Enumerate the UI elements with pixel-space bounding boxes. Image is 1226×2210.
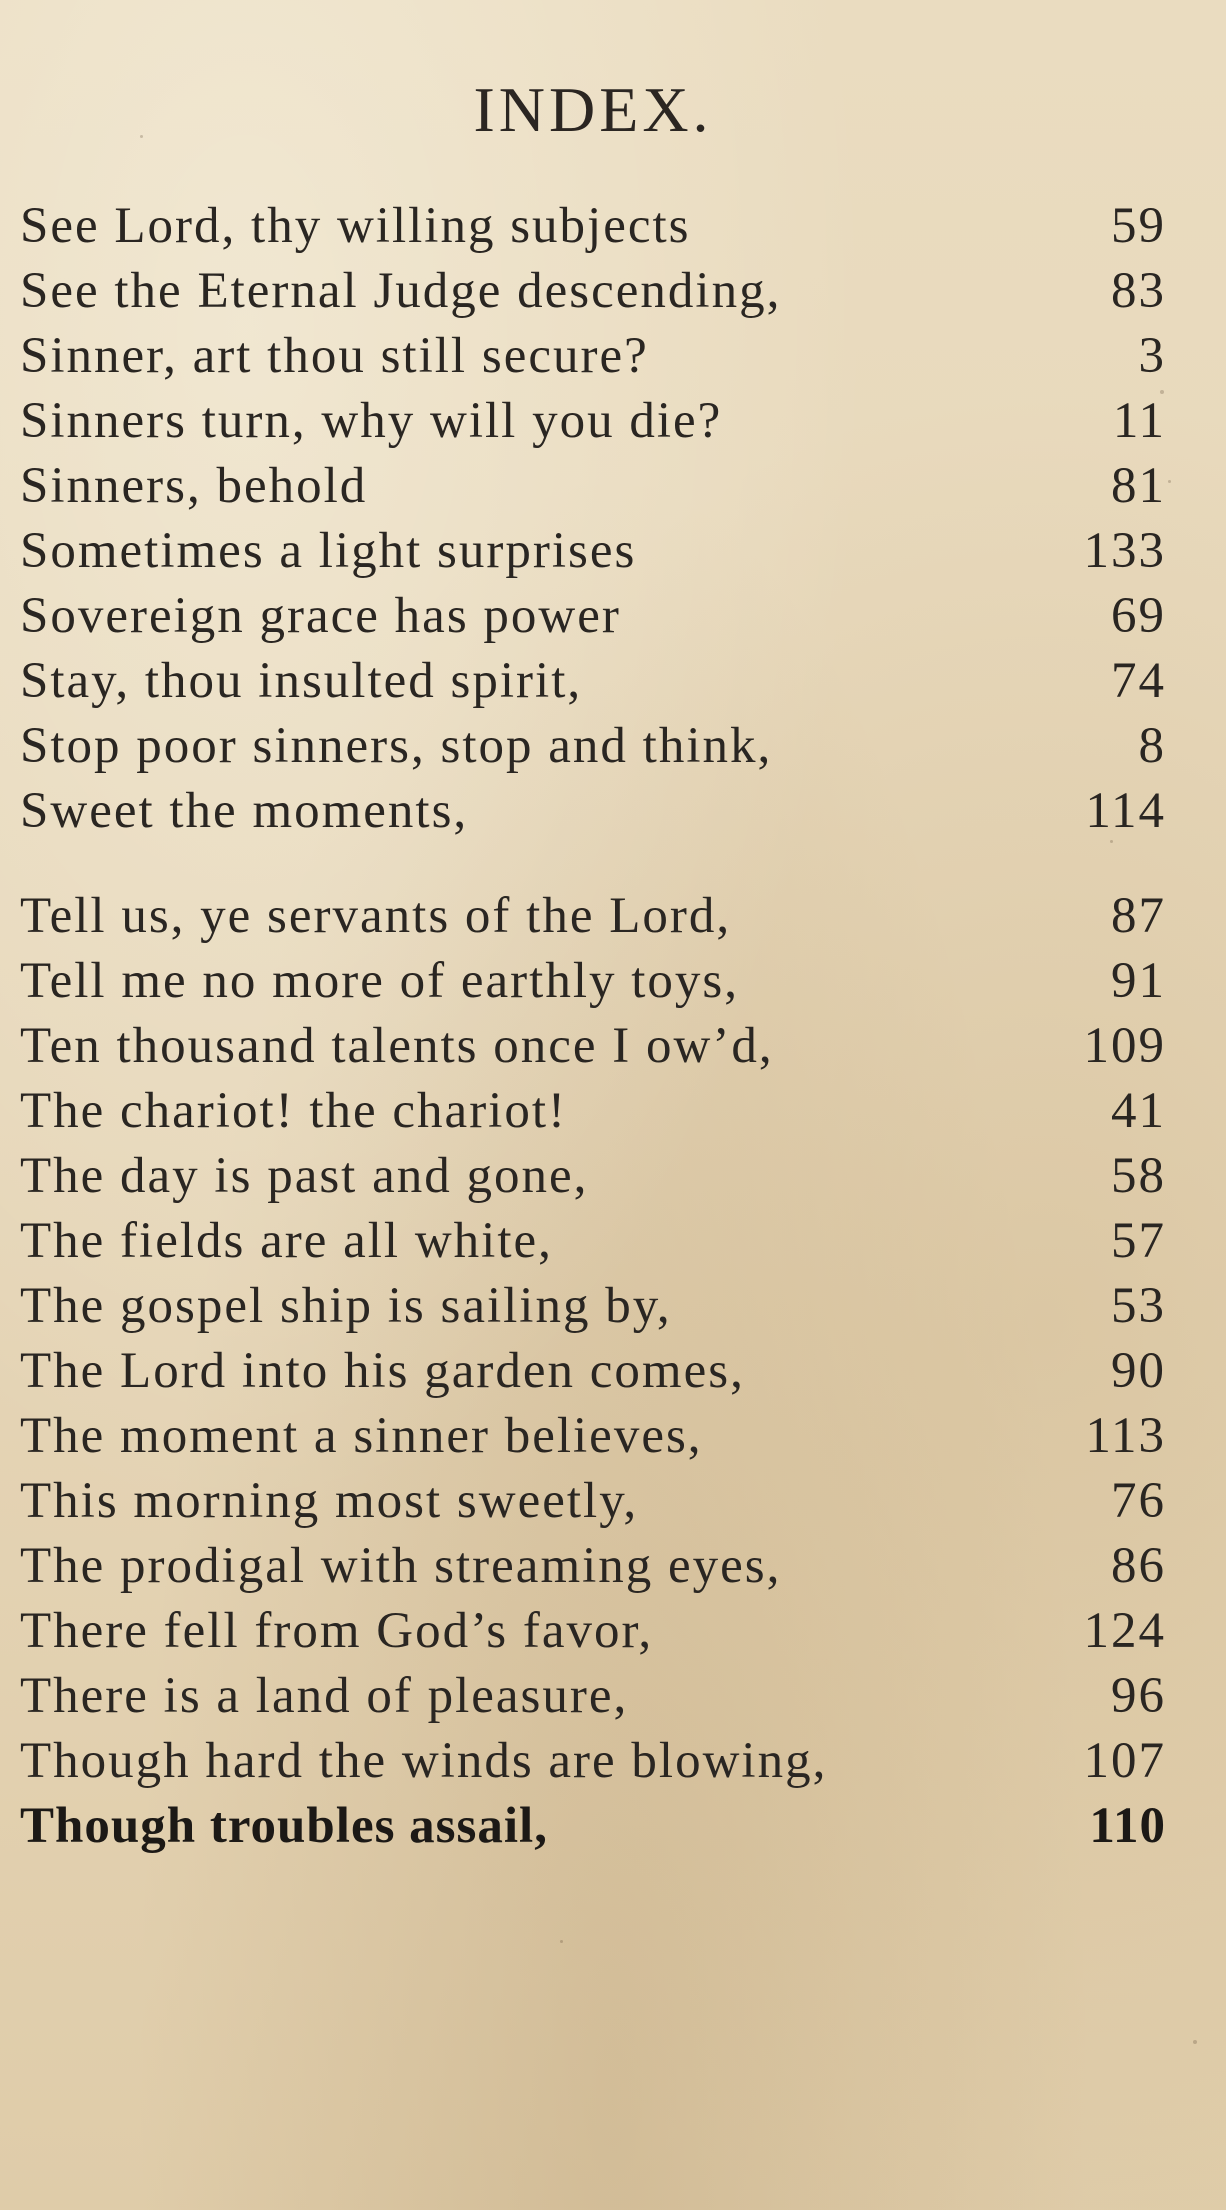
index-entry [20,454,1166,519]
entry-title: See Lord, thy willing subjects [20,198,691,254]
entry-title: The fields are all white, [20,1213,553,1269]
paper-speck [1110,840,1113,843]
index-entry [20,1209,1166,1274]
index-entry [20,519,1166,584]
index-entry [20,584,1166,649]
entry-title: Though troubles assail, [20,1798,548,1854]
entry-page: 110 [1089,1798,1166,1854]
entry-title: Sinners, behold [20,458,368,514]
entry-title: Sinner, art thou still secure? [20,328,649,384]
index-list [20,194,1166,1859]
index-entry [20,1014,1166,1079]
entry-title: Sovereign grace has power [20,588,621,644]
entry-page: 57 [1111,1213,1166,1269]
entry-page: 83 [1111,263,1166,319]
index-entry [20,389,1166,454]
entry-page: 96 [1111,1668,1166,1724]
entry-page: 53 [1111,1278,1166,1334]
index-entry [20,259,1166,324]
entry-title: The gospel ship is sailing by, [20,1278,672,1334]
index-entry [20,1534,1166,1599]
entry-title: This morning most sweetly, [20,1473,639,1529]
entry-page: 3 [1138,328,1166,384]
index-entry [20,1599,1166,1664]
entry-page: 124 [1083,1603,1166,1659]
entry-title: See the Eternal Judge descending, [20,263,782,319]
index-entry [20,1144,1166,1209]
entry-title: The Lord into his garden comes, [20,1343,745,1399]
entry-page: 59 [1111,198,1166,254]
entry-title: Tell me no more of earthly toys, [20,953,740,1009]
entry-page: 76 [1111,1473,1166,1529]
entry-page: 109 [1083,1018,1166,1074]
entry-title: There fell from God’s favor, [20,1603,654,1659]
entry-page: 8 [1138,718,1166,774]
entry-title: The day is past and gone, [20,1148,589,1204]
entry-page: 11 [1112,393,1166,449]
paper-speck [1160,390,1164,394]
entry-title: Stay, thou insulted spirit, [20,653,583,709]
index-entry [20,649,1166,714]
paper-speck [560,1940,563,1943]
entry-page: 58 [1111,1148,1166,1204]
paper-speck [1168,480,1171,483]
index-entry [20,1664,1166,1729]
index-entry [20,1729,1166,1794]
index-entry [20,1274,1166,1339]
index-entry [20,714,1166,779]
entry-page: 69 [1111,588,1166,644]
entry-title: There is a land of pleasure, [20,1668,629,1724]
index-entry [20,1339,1166,1404]
index-entry [20,194,1166,259]
index-entry [20,1079,1166,1144]
entry-page: 114 [1085,783,1166,839]
entry-page: 87 [1111,888,1166,944]
index-entry [20,1404,1166,1469]
entry-page: 133 [1083,523,1166,579]
entry-page: 86 [1111,1538,1166,1594]
entry-title: Tell us, ye servants of the Lord, [20,888,732,944]
page-title: INDEX. [473,74,713,145]
index-entry [20,1469,1166,1534]
entry-page: 107 [1083,1733,1166,1789]
index-entry [20,779,1166,844]
entry-title: The prodigal with streaming eyes, [20,1538,782,1594]
index-entry [20,884,1166,949]
entry-page: 90 [1111,1343,1166,1399]
entry-title: The moment a sinner believes, [20,1408,703,1464]
entry-page: 91 [1111,953,1166,1009]
entry-title: Stop poor sinners, stop and think, [20,718,773,774]
index-entry [20,1794,1166,1859]
entry-title: Sometimes a light surprises [20,523,637,579]
entry-title: Though hard the winds are blowing, [20,1733,828,1789]
paper-speck [1193,2040,1197,2044]
paper-speck [140,135,143,138]
entry-page: 41 [1111,1083,1166,1139]
section-gap [20,844,1166,884]
entry-page: 113 [1085,1408,1166,1464]
entry-title: Ten thousand talents once I ow’d, [20,1018,774,1074]
entry-page: 74 [1111,653,1166,709]
entry-title: Sinners turn, why will you die? [20,393,723,449]
index-entry [20,949,1166,1014]
index-entry [20,324,1166,389]
entry-page: 81 [1111,458,1166,514]
entry-title: The chariot! the chariot! [20,1083,568,1139]
entry-title: Sweet the moments, [20,783,469,839]
